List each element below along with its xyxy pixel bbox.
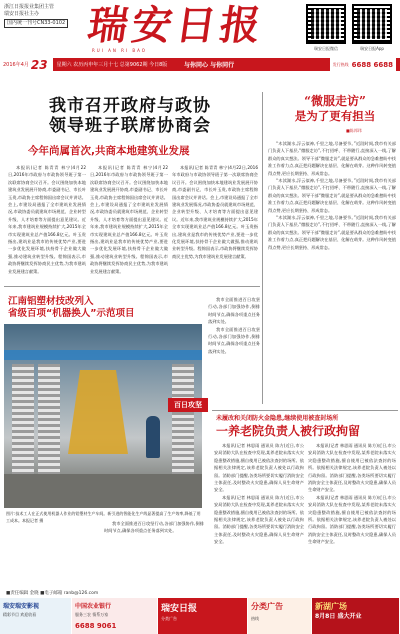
photo-robot-arm (68, 370, 128, 454)
photo-rack-left (12, 364, 34, 484)
mid-box-text-cont: 我市全面推进百日攻坚行动,各部门加强协作,倒排时间节点,确保各项重点任务落到实处。 (208, 326, 260, 354)
lead-body-col3 (172, 164, 258, 284)
ad-bank[interactable] (72, 598, 158, 634)
column-title-line1: “微服走访” (304, 94, 366, 108)
photo-rack-right (172, 364, 194, 484)
ad-bank-title: 中国农业银行 (75, 603, 112, 610)
mid-box-label[interactable]: 百日攻坚 (168, 398, 208, 412)
section-divider (4, 286, 260, 287)
ad-bank-sub: 服务三农 情系万家 (75, 612, 109, 617)
second-article-col1 (214, 442, 304, 586)
date-day: 23 (30, 57, 48, 72)
mid-box-body (208, 296, 260, 404)
column-body-text-cont: “木渎湖水,浮云似神,千里之地,尽备要节。”近段时间,我市有关部门负责人下基层,“微服走访”,不打招呼、不带随行,直接深入一线,了解群众的真实想法。领导干部“微服走访”,就是要从群众的急难愁盼中找准工作着力点,真正把问题解决在基层、化解在萌芽。这种作风转变值得点赞,更应长期坚持、形成常态。 (268, 178, 396, 213)
photo-floor (4, 474, 202, 508)
lead-body-text: 本报讯(记者 陈青青 林宁)4月22日,2016年市政府与市政协领导班子第一次联席协商会议召开。会议围绕加快本地建筑业发展展开协商,市委副书记、市长叶玉贵,市政协主席程锦国出席会议并讲话。会上,市建设局通报了全市建筑业发展情况,市政协委员就建筑市场规范、企业转型升级、人才培育等方面提出意见建议。近年来,我市建筑业规模持续扩大,2015年全市实现建筑业总产值166.8亿元。叶玉贵指出,建筑业是我市的传统优势产业,要进一步优化发展环境,扶持骨干企业做大做强,推动建筑业转型升级。程锦国表示,市政协将继续发挥协商民主优势,为我市建筑业发展建言献策。 (8, 165, 86, 274)
second-article-kicker: 未履改和关闭防火金隐患,继续使用被查封场所 (216, 415, 339, 422)
hotline-label: 发行热线 (332, 61, 349, 67)
photo-rack-left2 (38, 364, 60, 484)
date-info: 星期六 农历丙申年三月十七 总第9062期 今日8版 (56, 62, 168, 68)
hotline-number: 6688 6688 (351, 60, 393, 69)
editor-line: ■责任编辑 金晓 ■电子邮箱 ranb@126.com (6, 591, 99, 596)
second-article-col2 (308, 442, 396, 586)
ad-plaza[interactable] (312, 598, 400, 634)
ad-classified[interactable] (248, 598, 312, 634)
photo-worker (146, 416, 160, 458)
second-article-body: 本报讯(记者 林思雨 通讯员 陈方)近日,市公安局消防大队在检查中发现,某养老院未落实火灾隐患整改措施,擅自使用已被依法查封的场所。依据相关法律规定,该养老院负责人被处以行政拘留。消防部门提醒,各类场所要切实履行消防安全主体责任,及时整改火灾隐患,确保人员生命财产安全。 (214, 443, 304, 493)
publisher-line: 浙江日报报业集团主管 (4, 4, 55, 10)
lead-body-text-cont: 本报讯(记者 陈青青 林宁)4月22日,2016年市政府与市政协领导班子第一次联席协商会议召开。会议围绕加快本地建筑业发展展开协商,市委副书记、市长叶玉贵,市政协主席程锦国出席会议并讲话。会上,市建设局通报了全市建筑业发展情况,市政协委员就建筑市场规范、企业转型升级、人才培育等方面提出意见建议。近年来,我市建筑业规模持续扩大,2015年全市实现建筑业总产值166.8亿元。叶玉贵指出,建筑业是我市的传统优势产业,要进一步优化发展环境,扶持骨干企业做大做强,推动建筑业转型升级。程锦国表示,市政协将继续发挥协商民主优势,为我市建筑业发展建言献策。 (90, 165, 168, 274)
newspaper-title: 瑞安日报 (84, 2, 268, 49)
lead-headline[interactable] (10, 96, 250, 136)
hotline-box (330, 58, 396, 71)
ad-classified-sub: 热线 (251, 616, 259, 621)
wechat-qr-code[interactable] (306, 4, 346, 44)
photo-side-text-body: 我市全面推进百日攻坚行动,各部门加强协作,倒排时间节点,确保各项重点任务落到实处。 (104, 521, 204, 534)
date-year-month: 2016年4月 (3, 62, 29, 68)
ad-paper[interactable] (158, 598, 248, 634)
ad-tv-title: 瑞安瑞安影视 (3, 603, 40, 610)
sponsor-line: 瑞安日报社主办 (4, 11, 40, 17)
second-article-body-cont2: 本报讯(记者 林思雨 通讯员 陈方)近日,市公安局消防大队在检查中发现,某养老院未落实火灾隐患整改措施,擅自使用已被依法查封的场所。依据相关法律规定,该养老院负责人被处以行政拘留。消防部门提醒,各类场所要切实履行消防安全主体责任,及时整改火灾隐患,确保人员生命财产安全。 (308, 443, 396, 493)
lead-body-text-cont2: 本报讯(记者 陈青青 林宁)4月22日,2016年市政府与市政协领导班子第一次联席协商会议召开。会议围绕加快本地建筑业发展展开协商,市委副书记、市长叶玉贵,市政协主席程锦国出席会议并讲话。会上,市建设局通报了全市建筑业发展情况,市政协委员就建筑市场规范、企业转型升级、人才培育等方面提出意见建议。近年来,我市建筑业规模持续扩大,2015年全市实现建筑业总产值166.8亿元。叶玉贵指出,建筑业是我市的传统优势产业,要进一步优化发展环境,扶持骨干企业做大做强,推动建筑业转型升级。程锦国表示,市政协将继续发挥协商民主优势,为我市建筑业发展建言献策。 (172, 165, 258, 259)
masthead-left-info (4, 4, 84, 28)
lead-headline-line2: 领导班子联席协商会 (49, 116, 211, 136)
date-box (0, 58, 53, 71)
slogan: 与你同心 与你同行 (184, 62, 235, 69)
photo-headline-line2: 省级百项“机器换人”示范项目 (8, 308, 135, 319)
photo-caption: 图片:技术工人在正式使用机器人作业的铝塑材生产车间。新引进的智能化生产线显著提高了生产效率,降低了用工成本。本报记者 摄 (6, 511, 201, 523)
column-body-text-cont2: “木渎湖水,浮云似神,千里之地,尽备要节。”近段时间,我市有关部门负责人下基层,“微服走访”,不打招呼、不带随行,直接深入一线,了解群众的真实想法。领导干部“微服走访”,就是要从群众的急难愁盼中找准工作着力点,真正把问题解决在基层、化解在萌芽。这种作风转变值得点赞,更应长期坚持、形成常态。 (268, 215, 396, 250)
column-title[interactable] (272, 94, 398, 124)
ad-tv[interactable] (0, 598, 72, 634)
ad-strip (0, 598, 400, 634)
mid-box-text: 我市全面推进百日攻坚行动,各部门加强协作,倒排时间节点,确保各项重点任务落到实处。 (208, 297, 260, 325)
lead-body-col1 (8, 164, 86, 284)
ad-plaza-title: 新湖广场 (315, 602, 347, 611)
column-divider (262, 92, 263, 404)
app-qr-code[interactable] (352, 4, 392, 44)
lead-headline-line1: 我市召开政府与政协 (49, 96, 211, 116)
column-body (268, 140, 396, 408)
column-body-text: “木渎湖水,浮云似神,千里之地,尽备要节。”近段时间,我市有关部门负责人下基层,“微服走访”,不打招呼、不带随行,直接深入一线,了解群众的真实想法。领导干部“微服走访”,就是要从群众的急难愁盼中找准工作着力点,真正把问题解决在基层、化解在萌芽。这种作风转变值得点赞,更应长期坚持、形成常态。 (268, 141, 396, 176)
photo-headline[interactable] (8, 296, 158, 320)
serial-number: 国内统一刊号CN33-0102 (4, 19, 68, 28)
lead-subhead: 今年尚属首次,共商本地建筑业发展 (28, 145, 190, 157)
ad-tv-sub: 精彩节目 欢迎收看 (3, 612, 37, 617)
ad-paper-title: 瑞安日报 (161, 604, 198, 614)
qr-label-app: 瑞安日报App (360, 46, 384, 51)
ad-paper-sub: 分类广告 (161, 616, 177, 621)
lead-body-col2 (90, 164, 168, 284)
ad-plaza-sub: 8月8日 盛大开业 (315, 613, 362, 620)
second-article-divider (212, 410, 398, 411)
photo-crane-beam (4, 350, 202, 360)
photo-headline-line1: 江南铝塑材技改列入 (8, 296, 94, 307)
second-article-headline[interactable]: 一养老院负责人被行政拘留 (216, 424, 361, 438)
factory-photo (4, 324, 202, 508)
newspaper-title-block (84, 2, 288, 54)
photo-side-text (104, 520, 204, 586)
qr-label-wechat: 瑞安日报微信 (314, 46, 338, 51)
date-bar (0, 58, 400, 71)
column-author: ■陈邦玮 (346, 128, 362, 133)
newspaper-pinyin: RUI AN RI BAO (92, 48, 147, 53)
ad-bank-number: 6688 9061 (75, 622, 117, 630)
ad-classified-title: 分类广告 (251, 602, 283, 611)
second-article-body-cont: 本报讯(记者 林思雨 通讯员 陈方)近日,市公安局消防大队在检查中发现,某养老院未落实火灾隐患整改措施,擅自使用已被依法查封的场所。依据相关法律规定,该养老院负责人被处以行政拘留。消防部门提醒,各类场所要切实履行消防安全主体责任,及时整改火灾隐患,确保人员生命财产安全。 (214, 494, 304, 545)
column-title-line2: 是为了更有担当 (294, 109, 376, 123)
second-article-body-cont3: 本报讯(记者 林思雨 通讯员 陈方)近日,市公安局消防大队在检查中发现,某养老院未落实火灾隐患整改措施,擅自使用已被依法查封的场所。依据相关法律规定,该养老院负责人被处以行政拘留。消防部门提醒,各类场所要切实履行消防安全主体责任,及时整改火灾隐患,确保人员生命财产安全。 (308, 494, 396, 545)
